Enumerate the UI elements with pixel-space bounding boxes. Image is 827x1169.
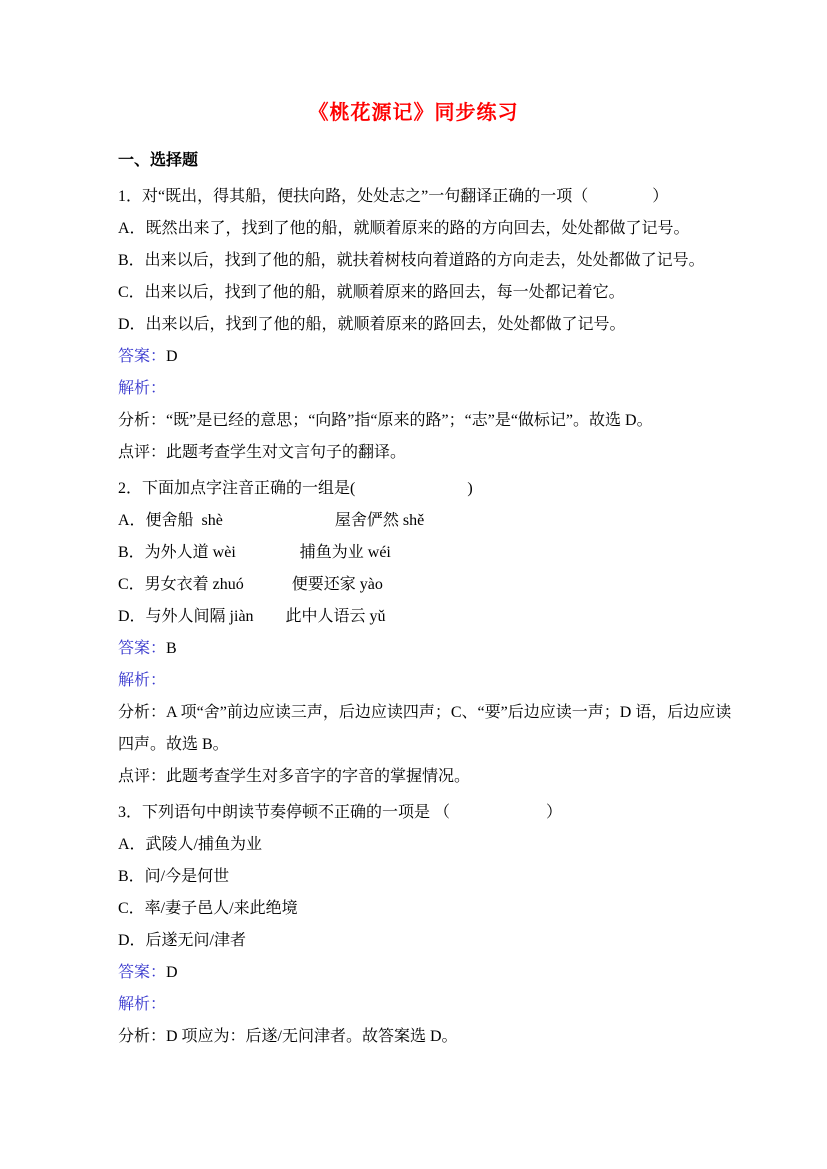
question-3-option-a: A．武陵人/捕鱼为业 <box>118 836 263 853</box>
question-1-option-c: C．出来以后，找到了他的船，就顺着原来的路回去，每一处都记着它。 <box>118 284 625 301</box>
question-1-answer-value: D <box>166 348 178 365</box>
question-3-analysis: 分析：D 项应为：后遂/无问津者。故答案选 D。 <box>118 1028 458 1045</box>
question-3-option-c: C．率/妻子邑人/来此绝境 <box>118 900 298 917</box>
question-block-1 <box>118 181 777 469</box>
question-2-option-a: A．便舍船 shè 屋舍俨然 shě <box>118 512 425 529</box>
question-2-option-c: C．男女衣着 zhuó 便要还家 yào <box>118 576 383 593</box>
section-heading: 一、选择题 <box>118 152 199 169</box>
question-3-option-d: D．后遂无问/津者 <box>118 932 247 949</box>
question-1-option-d: D．出来以后，找到了他的船，就顺着原来的路回去，处处都做了记号。 <box>118 316 626 333</box>
question-3-stem: 3．下列语句中朗读节奏停顿不正确的一项是 （ ） <box>118 804 563 821</box>
question-block-2 <box>118 473 777 793</box>
question-2-comment: 点评：此题考查学生对多音字的字音的掌握情况。 <box>118 768 471 785</box>
question-1-analysis: 分析：“既”是已经的意思；“向路”指“原来的路”；“志”是“做标记”。故选 D。 <box>118 412 653 429</box>
question-2-explanation-label: 解析： <box>118 672 167 689</box>
answer-label: 答案： <box>118 640 167 657</box>
question-2-stem: 2．下面加点字注音正确的一组是( ) <box>118 480 473 497</box>
question-2-answer-value: B <box>166 640 177 657</box>
question-1-option-a: A．既然出来了，找到了他的船，就顺着原来的路的方向回去，处处都做了记号。 <box>118 220 690 237</box>
question-2-option-b: B．为外人道 wèi 捕鱼为业 wéi <box>118 544 391 561</box>
answer-label: 答案： <box>118 964 167 981</box>
question-3-answer-value: D <box>166 964 178 981</box>
question-1-stem: 1．对“既出，得其船，便扶向路，处处志之”一句翻译正确的一项（ ） <box>118 188 669 205</box>
question-3-option-b: B．问/今是何世 <box>118 868 230 885</box>
question-2-answer-line <box>118 633 777 665</box>
question-block-3 <box>118 797 777 1053</box>
question-2-option-d: D．与外人间隔 jiàn 此中人语云 yǔ <box>118 608 386 625</box>
question-2-analysis-line-2: 四声。故选 B。 <box>118 736 229 753</box>
question-1-answer-line <box>118 341 777 373</box>
question-2-analysis-line-1: 分析：A 项“舍”前边应读三声，后边应读四声；C、“要”后边应读一声；D 语，后边应读 <box>118 704 732 721</box>
question-1-explanation-label: 解析： <box>118 380 167 397</box>
document-title: 《桃花源记》同步练习 <box>308 102 519 124</box>
answer-label: 答案： <box>118 348 167 365</box>
question-3-answer-line <box>118 957 777 989</box>
question-3-explanation-label: 解析： <box>118 996 167 1013</box>
question-1-comment: 点评：此题考查学生对文言句子的翻译。 <box>118 444 407 461</box>
question-1-option-b: B．出来以后，找到了他的船，就扶着树枝向着道路的方向走去，处处都做了记号。 <box>118 252 705 269</box>
